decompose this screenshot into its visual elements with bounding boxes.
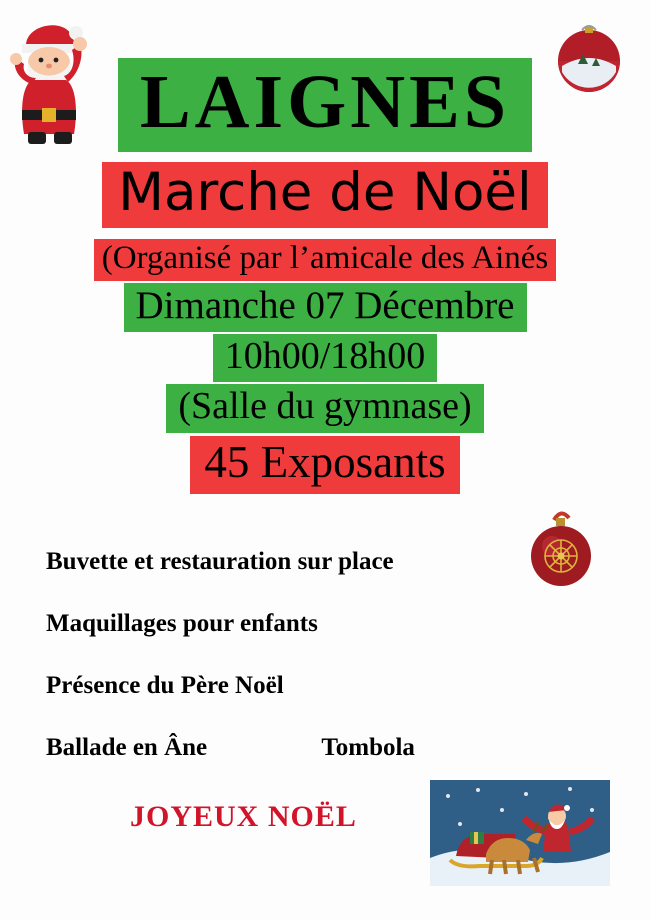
list-item bbox=[46, 672, 606, 700]
poster-subtitle-line bbox=[0, 162, 650, 228]
list-item bbox=[46, 734, 606, 762]
feature-text: Présence du Père Noël bbox=[46, 672, 284, 699]
poster-venue: (Salle du gymnase) bbox=[166, 384, 483, 433]
page-title: LAIGNES bbox=[118, 58, 532, 152]
poster-subtitle: Marche de Noël bbox=[102, 162, 548, 228]
list-item bbox=[46, 548, 606, 576]
poster-exhibitors-line bbox=[0, 436, 650, 494]
poster-organizer: (Organisé par l’amicale des Ainés bbox=[94, 239, 557, 281]
feature-text: Maquillages pour enfants bbox=[46, 610, 318, 637]
poster-hours-line bbox=[0, 334, 650, 382]
poster-title-line bbox=[0, 58, 650, 152]
list-item bbox=[46, 610, 606, 638]
poster-hours: 10h00/18h00 bbox=[213, 334, 438, 382]
poster-exhibitors: 45 Exposants bbox=[190, 436, 459, 494]
poster-venue-line bbox=[0, 384, 650, 433]
feature-text: Buvette et restauration sur place bbox=[46, 548, 394, 575]
feature-text: Ballade en Âne bbox=[46, 734, 208, 761]
poster-organizer-line bbox=[0, 239, 650, 281]
poster-date: Dimanche 07 Décembre bbox=[124, 283, 527, 332]
greeting-text: JOYEUX NOËL bbox=[130, 800, 357, 833]
poster-date-line bbox=[0, 283, 650, 332]
feature-text-secondary: Tombola bbox=[321, 734, 415, 761]
feature-list bbox=[46, 548, 606, 796]
